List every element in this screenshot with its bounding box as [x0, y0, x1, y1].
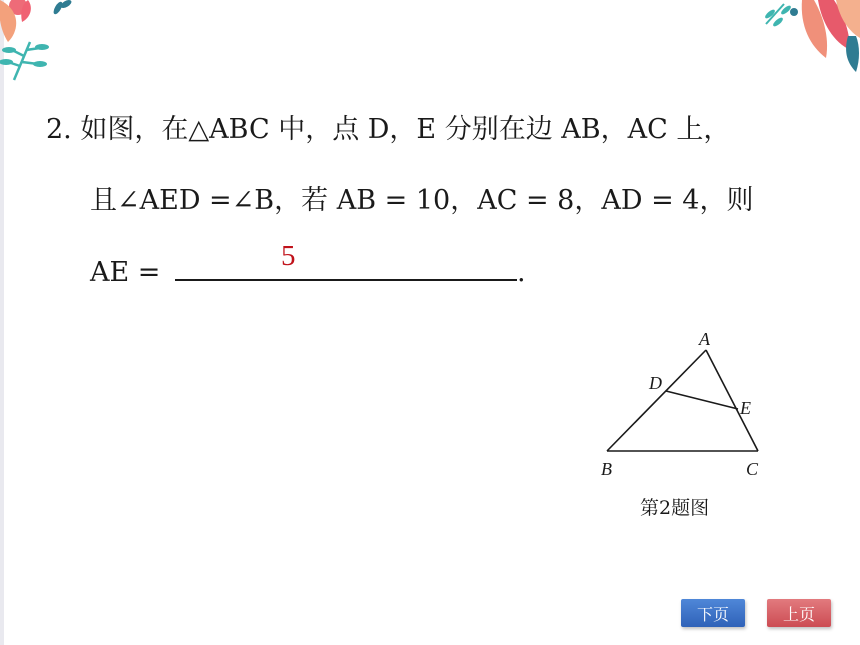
label-b: B: [601, 459, 612, 479]
problem-line-1: [46, 116, 730, 143]
side-ab: [607, 350, 706, 451]
floral-decoration-right: [730, 0, 860, 75]
answer-value: 5: [281, 240, 296, 272]
label-e: E: [740, 398, 751, 418]
problem-line-2: [90, 187, 753, 214]
triangle-figure: [590, 325, 780, 485]
label-d: D: [649, 373, 662, 393]
floral-decoration-left: [0, 0, 80, 95]
problem-period: .: [517, 257, 526, 288]
left-border: [0, 0, 4, 645]
segment-de: [666, 391, 738, 409]
figure-caption: 第2题图: [640, 497, 710, 519]
label-a: A: [699, 329, 710, 349]
answer-blank: [175, 240, 517, 281]
problem-statement-1: 如图，在△ABC 中，点 D，E 分别在边 AB，AC 上，: [80, 114, 731, 145]
label-c: C: [746, 459, 759, 479]
problem-line-3: [90, 240, 526, 288]
problem-statement-3: AE =: [90, 257, 169, 288]
previous-page-button[interactable]: 上页: [767, 599, 831, 627]
problem-statement-2: 且∠AED =∠B，若 AB = 10，AC = 8，AD = 4，则: [90, 185, 754, 216]
problem-number: 2.: [46, 114, 72, 145]
next-page-button[interactable]: 下页: [681, 599, 745, 627]
